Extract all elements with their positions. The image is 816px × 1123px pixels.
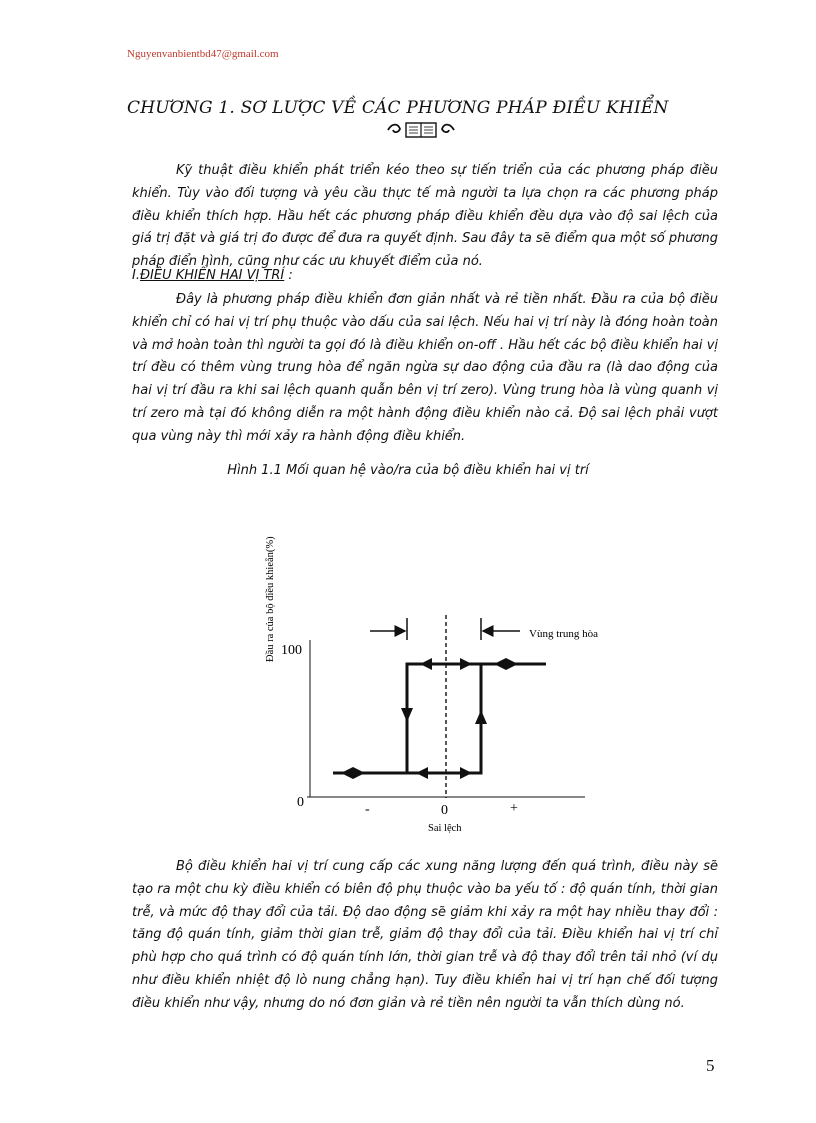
figure-caption: Hình 1.1 Mối quan hệ vào/ra của bộ điều khiển hai vị trí [227,463,589,478]
section-title: ĐIỀU KHIỂN HAI VỊ TRÍ [139,268,285,283]
intro-paragraph [132,160,718,274]
arrow-low-right-1 [353,767,365,779]
book-ornament-icon [384,121,458,139]
hysteresis-loop [333,664,546,773]
intro-text: Kỹ thuật điều khiển phát triển kéo theo sự tiến triển của các phương pháp điều khiển. Tùy vào đối tượng và yêu cầu thực tế mà người ta lựa chọn ra các phương pháp điều khiển thích hợp. Hầu hết các phương pháp điều khiển đều dựa vào độ sai lệch của giá trị đặt và giá trị đo được để đưa ra quyết định. Sau đây ta sẽ điểm qua một số phương pháp điển hình, cũng như các ưu khuyết điểm của nó. [132,163,718,270]
section-prefix: I. [132,268,140,283]
two-position-paragraph [132,289,718,449]
author-email: Nguyenvanbientbd47@gmail.com [127,48,279,60]
y-tick-100: 100 [281,643,302,658]
y-tick-0: 0 [297,795,304,810]
two-position-text: Đây là phương pháp điều khiển đơn giản nhất và rẻ tiền nhất. Đầu ra của bộ điều khiển chỉ có hai vị trí phụ thuộc vào dấu của sai lệch. Nếu hai vị trí này là đóng hoàn toàn và mở hoàn toàn thì người ta gọi đó là điều khiển on-off . Hầu hết các bộ điều khiển hai vị trí đều có thêm vùng trung hòa để ngăn ngừa sự dao động của đầu ra (là dao động của hai vị trí đầu ra khi sai lệch quanh quẫn bên vị trí zero). Vùng trung hòa là vùng quanh vị trí zero mà tại đó không diễn ra một hành động điều khiển nào cả. Độ sai lệch phải vượt qua vùng này thì mới xảy ra hành động điều khiển. [132,292,718,444]
on-off-characteristic-diagram [250,500,630,845]
hysteresis-loop-return [407,664,481,773]
deadband-label: Vùng trung hòa [529,628,599,640]
chapter-title: CHƯƠNG 1. SƠ LƯỢC VỀ CÁC PHƯƠNG PHÁP ĐIỀU KHIỂN [127,98,669,118]
x-axis-label: Sai lệch [428,823,462,834]
x-label-minus: - [365,802,370,817]
section-suffix: : [284,268,293,283]
after-figure-paragraph [132,856,718,1016]
after-figure-text: Bộ điều khiển hai vị trí cung cấp các xung năng lượng đến quá trình, điều này sẽ tạo ra một chu kỳ điều khiển có biên độ phụ thuộc vào ba yếu tố : độ quán tính, thời gian trễ, và mức độ thay đổi của tải. Độ dao động sẽ giảm khi xảy ra một hay nhiều thay đổi : tăng độ quán tính, giảm thời gian trễ, giảm độ thay đổi của tải. Điều khiển hai vị trí chỉ phù hợp cho quá trình có độ quán tính lớn, thời gian trễ và độ thay đổi trên tải nhỏ (ví dụ như điều khiển nhiệt độ lò nung chẳng hạn). Tuy điều khiển hai vị trí hạn chế đối tượng điều khiển như vậy, nhưng do nó đơn giản và rẻ tiền nên người ta vẫn thích dùng nó. [132,859,718,1011]
section-heading [132,268,293,283]
arrow-down [401,708,413,722]
x-label-zero: 0 [441,803,448,818]
arrow-low-right-2 [460,767,472,779]
arrow-high-left-1 [420,658,432,670]
y-axis-label: Đầu ra của bộ điều khieån(%) [265,536,276,662]
arrow-up [475,710,487,724]
arrow-high-left-2 [494,658,506,670]
arrow-high-right-1 [460,658,472,670]
arrow-high-right-2 [506,658,518,670]
page-number: 5 [706,1056,715,1075]
arrow-low-left-1 [341,767,353,779]
arrow-low-left-2 [416,767,428,779]
x-label-plus: + [510,801,518,816]
